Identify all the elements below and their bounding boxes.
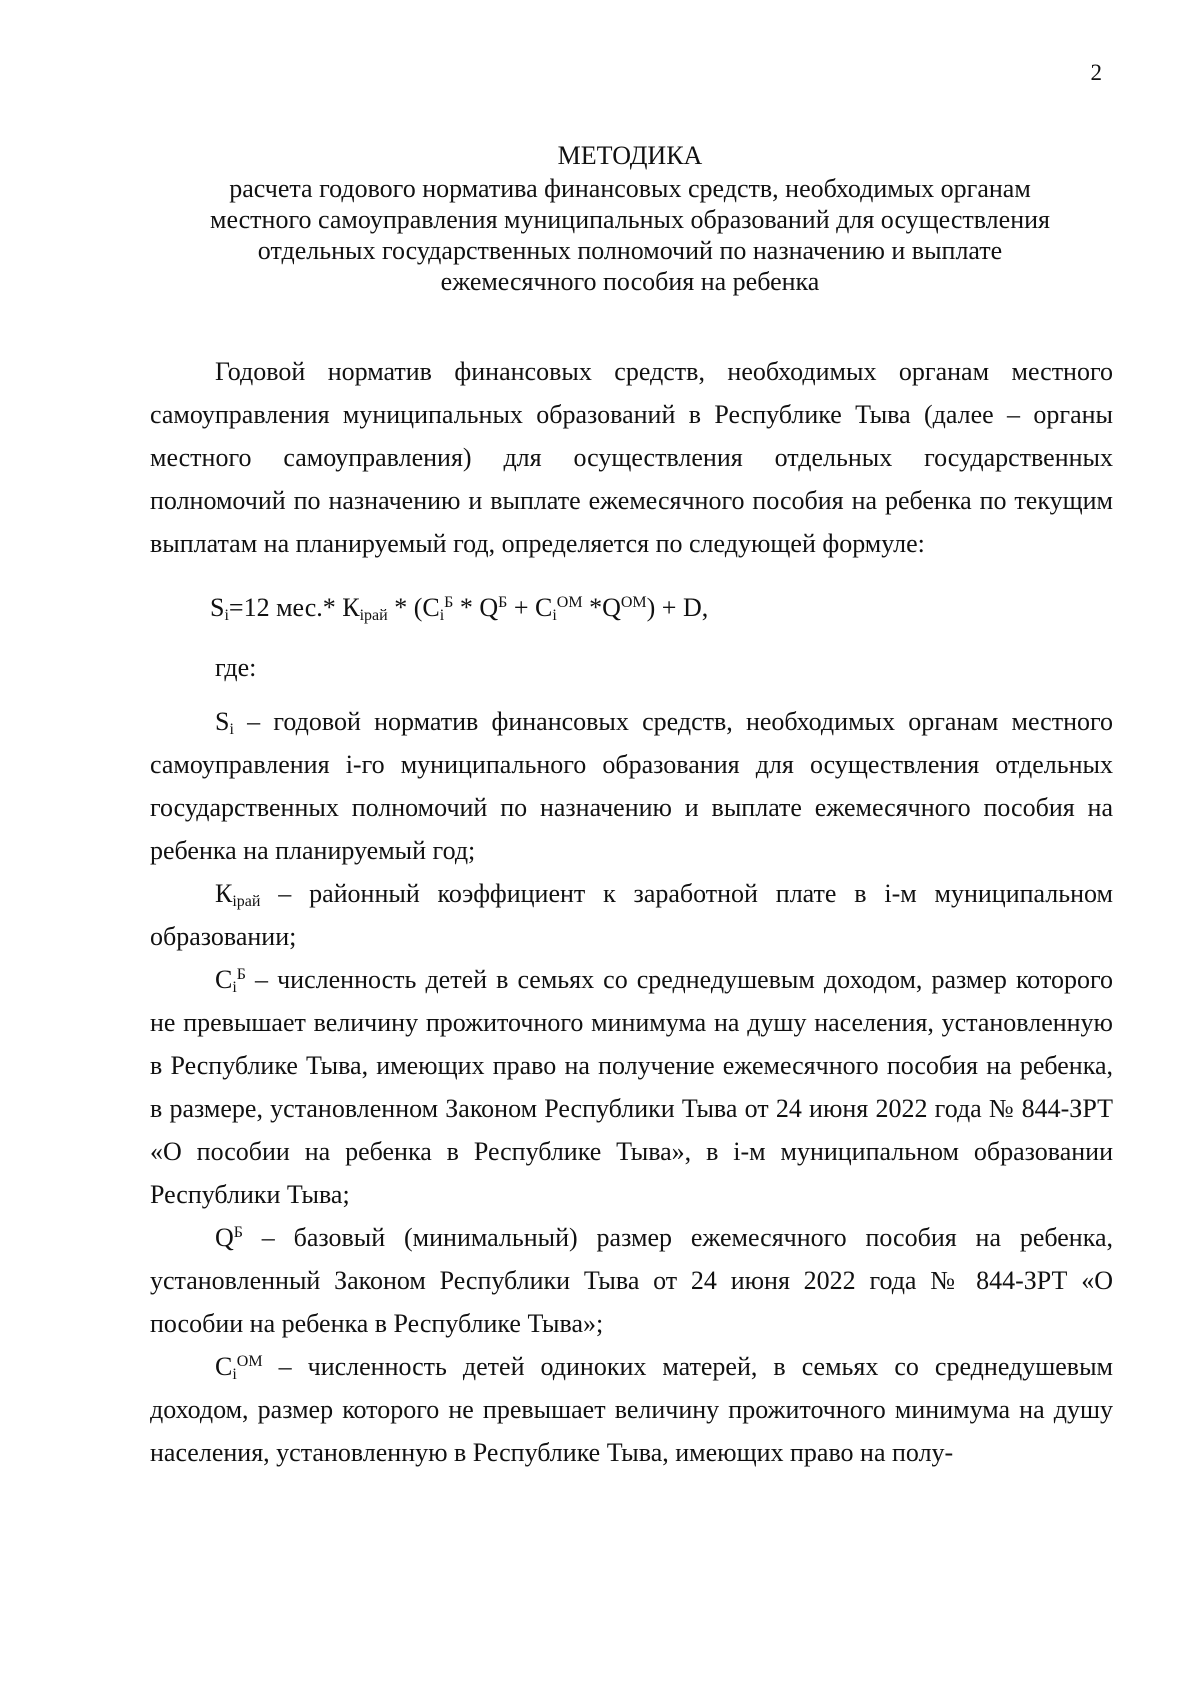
formula-part-1: * (C xyxy=(387,593,440,622)
formula-part-5: ) + D, xyxy=(646,593,709,622)
formula-eq: =12 мес.* К xyxy=(228,593,360,622)
definition-cb xyxy=(150,958,1113,1216)
definition-si xyxy=(150,700,1113,872)
formula-k-sub: iрай xyxy=(359,607,388,624)
formula-part-4: *Q xyxy=(582,593,621,622)
where-label: где: xyxy=(215,653,257,682)
formula-s: S xyxy=(210,593,225,622)
def-qb-symbol: Q xyxy=(215,1223,234,1252)
formula xyxy=(150,586,1113,629)
formula-qom-sup: ОМ xyxy=(620,594,647,611)
def-cb-symbol: C xyxy=(215,965,233,994)
def-k-sub: iрай xyxy=(232,893,261,910)
formula-cb-sup: Б xyxy=(444,594,454,611)
def-si-sub: i xyxy=(229,721,234,738)
formula-com-sup: ОМ xyxy=(556,594,583,611)
def-si-symbol: S xyxy=(215,707,230,736)
def-cb-sup: Б xyxy=(236,966,246,983)
formula-part-3: + C xyxy=(507,593,553,622)
formula-part-2: * Q xyxy=(453,593,499,622)
def-qb-sup: Б xyxy=(233,1224,243,1241)
intro-paragraph: Годовой норматив финансовых средств, необходимых органам местного самоуправления муниципальных образований в Республике Тыва (далее – органы местного самоуправления) для осуществления отдельных государственных полномочий по назначению и выплате ежемесячного пособия на ребенка по текущим выплатам на планируемый год, определяется по следующей формуле: xyxy=(150,357,1113,558)
def-cb-text: – численность детей в семьях со среднедушевым доходом, размер которого не превышает величину прожиточного минимума на душу населения, установленную в Республике Тыва, имеющих право на получение ежемесячного пособия на ребенка, в размере, установленном Законом Республики Тыва от 24 июня 2022 года № 844-ЗРТ «О пособии на ребенка в Республике Тыва», в i-м муниципальном образовании Республики Тыва; xyxy=(150,965,1113,1209)
title-heading: МЕТОДИКА xyxy=(557,141,703,170)
def-com-sup: ОМ xyxy=(236,1353,263,1370)
page-number: 2 xyxy=(1090,60,1102,85)
def-com-symbol: C xyxy=(215,1352,233,1381)
def-si-text: – годовой норматив финансовых средств, необходимых органам местного самоуправления i-го муниципального образования для осуществления отдельных государственных полномочий по назначению и выплате ежемесячного пособия на ребенка на планируемый год; xyxy=(150,707,1113,865)
def-qb-text: – базовый (минимальный) размер ежемесячного пособия на ребенка, установленный Законом Республики Тыва от 24 июня 2022 года № 844-ЗРТ «О пособии на ребенка в Республике Тыва»; xyxy=(150,1223,1113,1338)
document-title xyxy=(150,140,1110,297)
title-line-3: отдельных государственных полномочий по назначению и выплате xyxy=(257,236,1003,265)
def-k-symbol: К xyxy=(215,879,233,908)
def-cb-sub: i xyxy=(232,979,237,996)
def-com-sub: i xyxy=(232,1366,237,1383)
title-line-2: местного самоуправления муниципальных образований для осуществления xyxy=(210,205,1050,234)
definition-k xyxy=(150,872,1113,958)
definition-com xyxy=(150,1345,1113,1474)
formula-qb-sup: Б xyxy=(498,594,508,611)
formula-s-sub: i xyxy=(224,607,229,624)
formula-cb-sub: i xyxy=(439,607,445,624)
document-body xyxy=(150,350,1113,1474)
formula-com-sub: i xyxy=(552,607,557,624)
title-line-4: ежемесячного пособия на ребенка xyxy=(440,267,820,296)
def-k-text: – районный коэффициент к заработной плате в i-м муниципальном образовании; xyxy=(150,879,1113,951)
def-com-text: – численность детей одиноких матерей, в семьях со среднедушевым доходом, размер которого не превышает величину прожиточного минимума на душу населения, установленную в Республике Тыва, имеющих право на полу- xyxy=(150,1352,1113,1467)
title-line-1: расчета годового норматива финансовых средств, необходимых органам xyxy=(229,174,1031,203)
definition-qb xyxy=(150,1216,1113,1345)
